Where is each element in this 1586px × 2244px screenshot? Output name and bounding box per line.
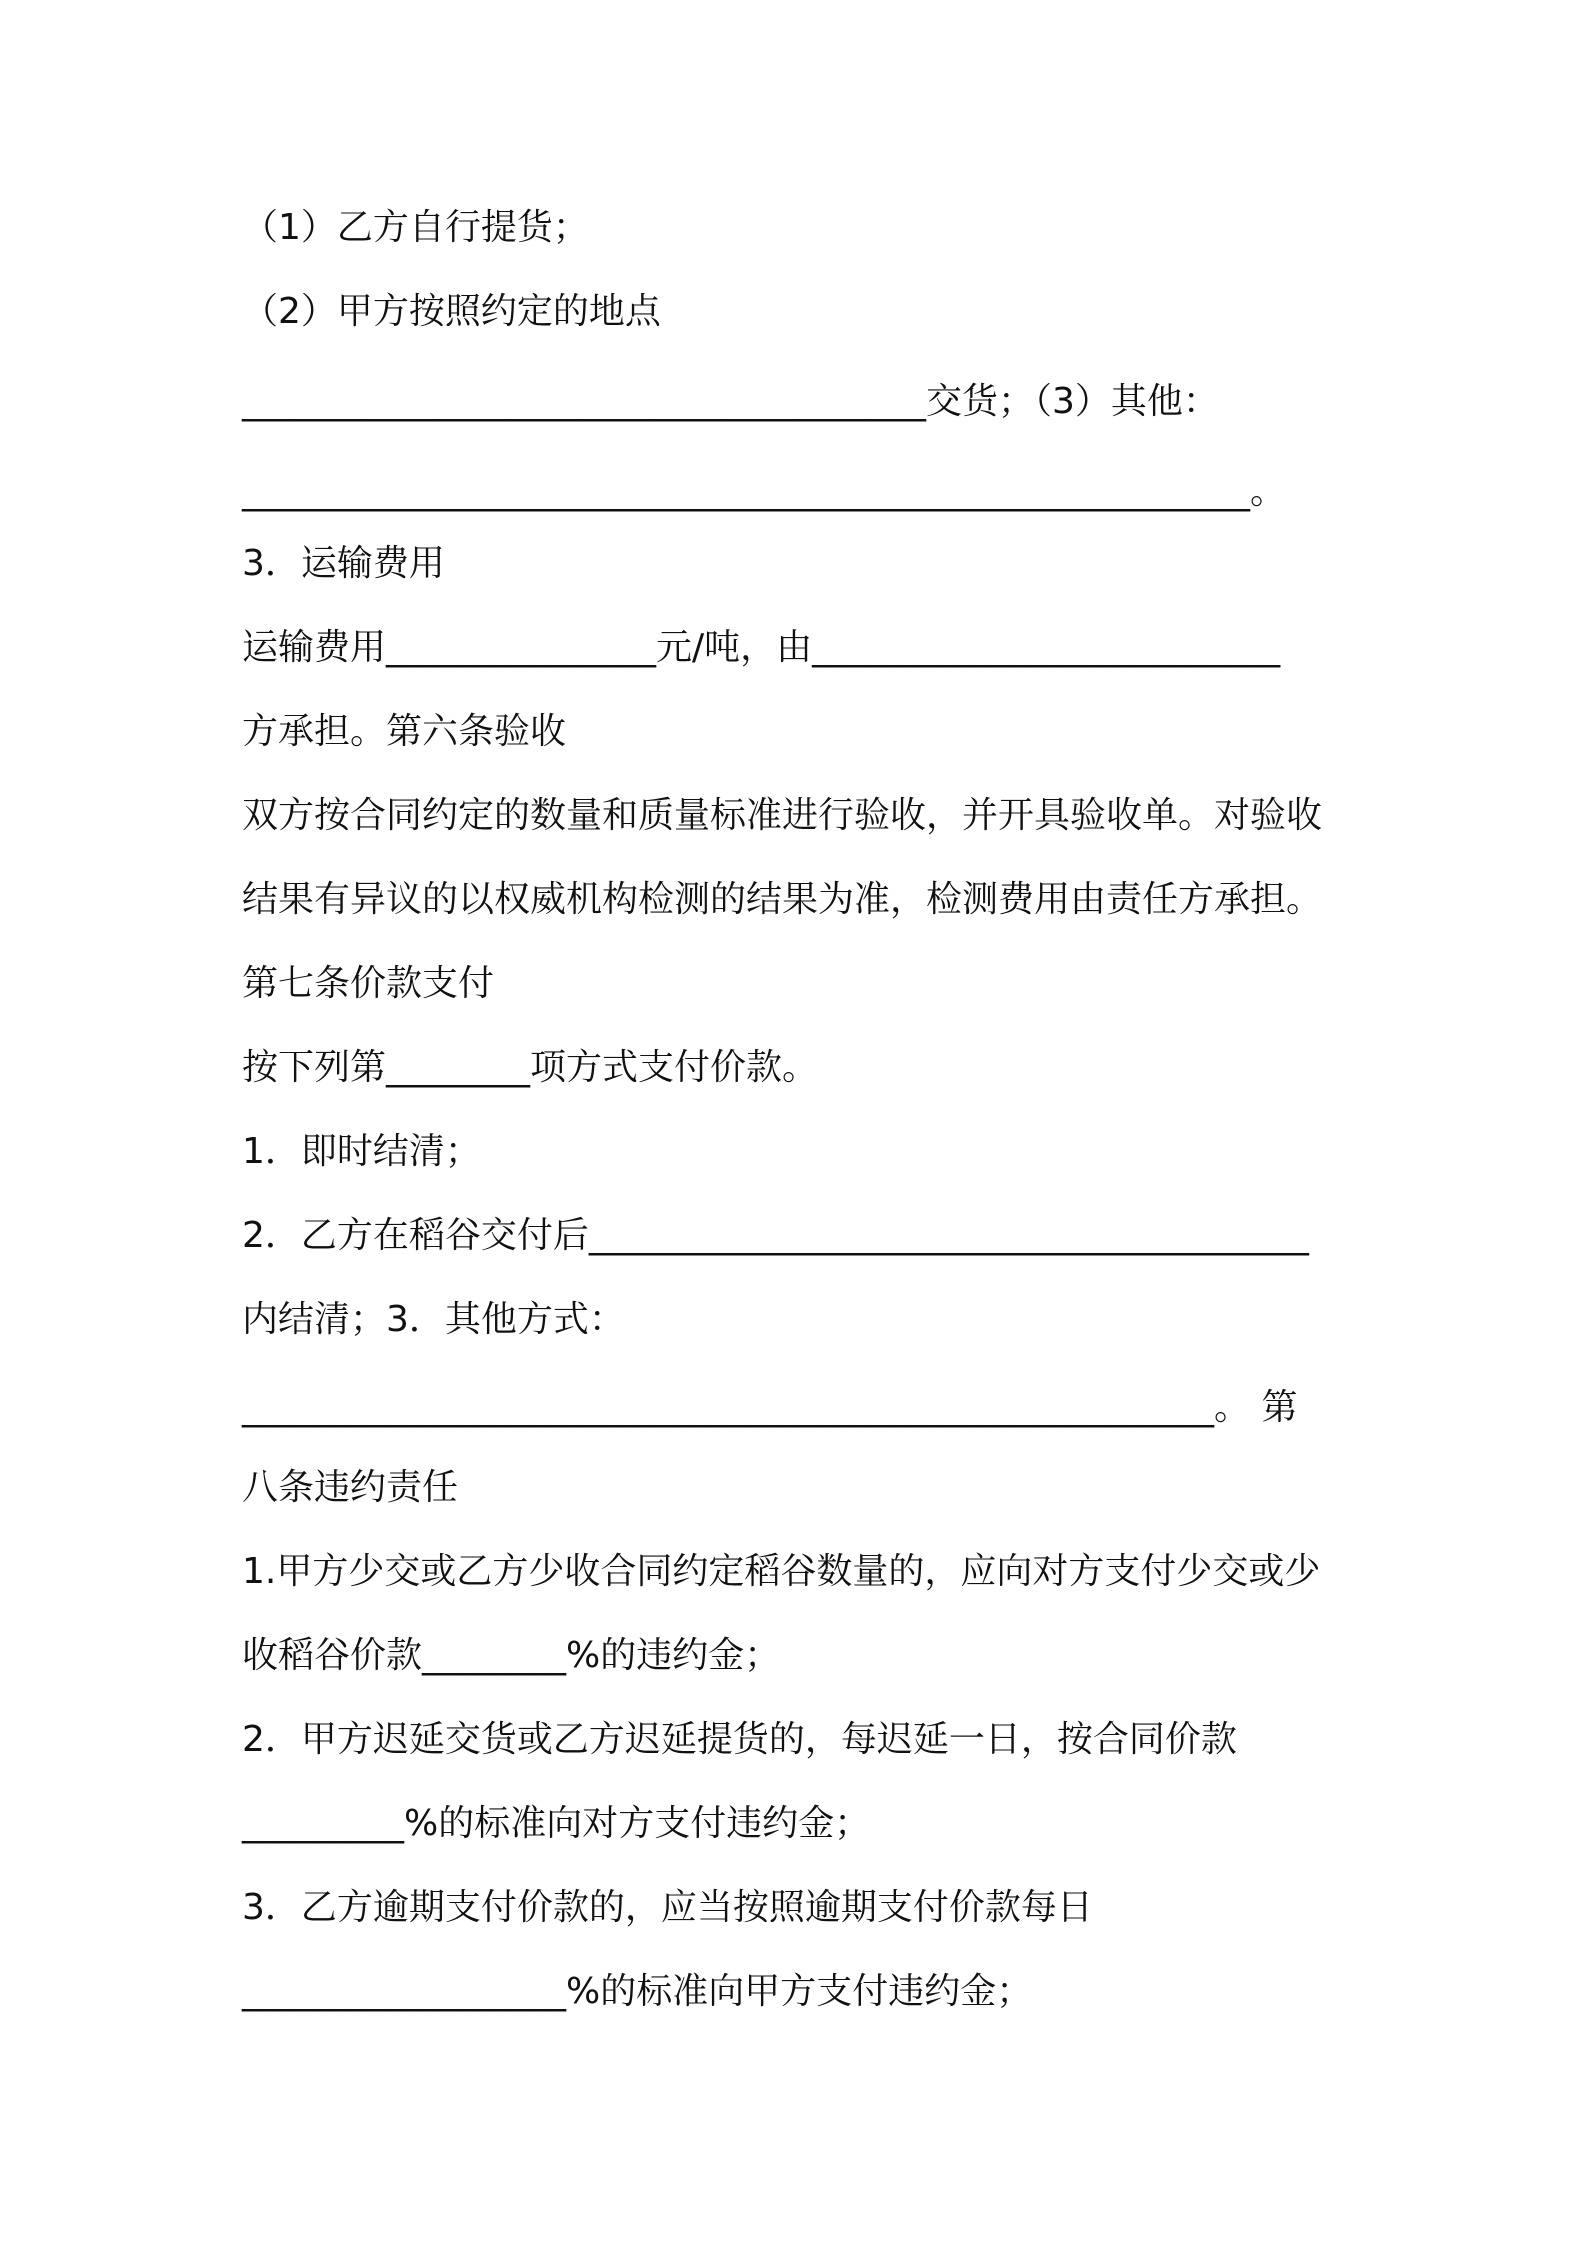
text-line: （1）乙方自行提货； bbox=[242, 207, 589, 248]
text-line: 内结清；3．其他方式： bbox=[242, 1299, 625, 1340]
text-line: 1．即时结清； bbox=[242, 1131, 481, 1172]
text-line: 1.甲方少交或乙方少收合同约定稻谷数量的，应向对方支付少交或少 bbox=[242, 1551, 1321, 1592]
text-line: 2．甲方迟延交货或乙方迟延提货的，每迟延一日，按合同价款 bbox=[242, 1719, 1237, 1760]
text-line: _________%的标准向对方支付违约金； bbox=[242, 1803, 871, 1844]
text-line: ________________________________________________________。 bbox=[242, 471, 1286, 512]
text-line: 收稻谷价款________%的违约金； bbox=[242, 1635, 781, 1676]
text-line: __________________%的标准向甲方支付违约金； bbox=[242, 1971, 1033, 2012]
text-line: 3．乙方逾期支付价款的，应当按照逾期支付价款每日 bbox=[242, 1887, 1093, 1928]
text-line: （2）甲方按照约定的地点 bbox=[242, 291, 661, 332]
text-line: 运输费用_______________元/吨，由__________________________ bbox=[242, 627, 1281, 668]
text-line: ______________________________________________________。 第 bbox=[242, 1387, 1298, 1428]
text-line: 双方按合同约定的数量和质量标准进行验收，并开具验收单。对验收 bbox=[242, 795, 1323, 836]
text-line: 2．乙方在稻谷交付后________________________________________ bbox=[242, 1215, 1309, 1256]
text-line: 方承担。第六条验收 bbox=[242, 711, 567, 752]
text-line: 结果有异议的以权威机构检测的结果为准，检测费用由责任方承担。 bbox=[242, 879, 1323, 920]
section-heading: 八条违约责任 bbox=[242, 1467, 459, 1508]
text-line: 按下列第________项方式支付价款。 bbox=[242, 1047, 819, 1088]
section-heading: 3．运输费用 bbox=[242, 543, 445, 584]
section-heading: 第七条价款支付 bbox=[242, 963, 495, 1004]
text-line: ______________________________________交货；（3）其他： bbox=[242, 381, 1219, 422]
